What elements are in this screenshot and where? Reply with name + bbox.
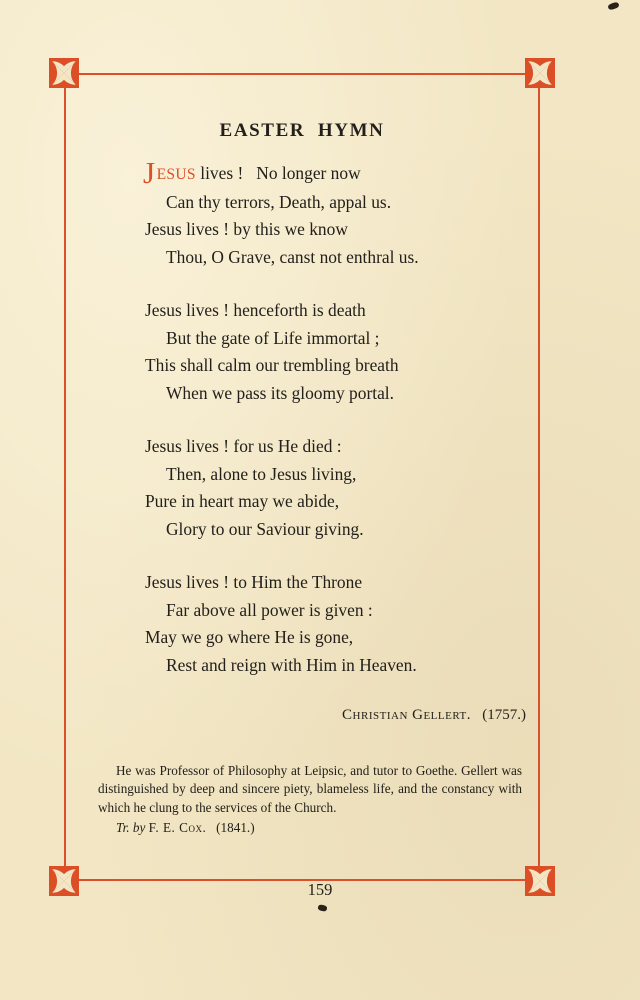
poem-line: Pure in heart may we abide, bbox=[145, 491, 340, 511]
poem-line: Then, alone to Jesus living, bbox=[166, 463, 357, 484]
hymn-content bbox=[64, 73, 540, 881]
footnote-translator bbox=[98, 819, 522, 837]
translator-prefix: Tr. by bbox=[116, 820, 146, 836]
stanza bbox=[64, 433, 540, 543]
scan-artifact-speck-bottom bbox=[317, 904, 327, 912]
poem-line: May we go where He is gone, bbox=[145, 627, 354, 647]
stanza bbox=[64, 155, 540, 271]
poem-line: Jesus lives ! by this we know bbox=[145, 219, 348, 239]
stanza bbox=[64, 297, 540, 407]
poem-line: Jesus lives ! henceforth is death bbox=[145, 300, 366, 320]
poem-line bbox=[143, 155, 540, 190]
page-title: EASTER HYMN bbox=[219, 120, 385, 141]
poem-line: Glory to our Saviour giving. bbox=[166, 518, 364, 539]
attribution-author: Christian Gellert. bbox=[342, 707, 471, 723]
attribution-year: (1757.) bbox=[482, 707, 526, 723]
poem-line: Jesus lives ! to Him the Throne bbox=[145, 572, 363, 592]
hymn-attribution bbox=[64, 707, 540, 724]
poem-line: Can thy terrors, Death, appal us. bbox=[166, 191, 392, 212]
poem-line: Thou, O Grave, canst not enthral us. bbox=[166, 246, 419, 267]
poem-line: When we pass its gloomy portal. bbox=[166, 382, 394, 403]
scan-artifact-speck-top bbox=[607, 1, 619, 10]
poem-line: But the gate of Life immortal ; bbox=[166, 327, 380, 348]
poem-line: Jesus lives ! for us He died : bbox=[145, 436, 342, 456]
footnote bbox=[64, 762, 540, 838]
hymn-stanzas bbox=[64, 155, 540, 679]
drop-cap-word-rest: ESUS bbox=[156, 166, 196, 183]
poem-line: Far above all power is given : bbox=[166, 599, 373, 620]
stanza bbox=[64, 569, 540, 679]
drop-cap-letter: J bbox=[143, 155, 155, 190]
translator-year: (1841.) bbox=[216, 820, 255, 836]
poem-line: This shall calm our trembling breath bbox=[145, 355, 399, 375]
page-number: 159 bbox=[307, 880, 333, 899]
attribution-spacer bbox=[471, 707, 482, 723]
translator-spacer-2 bbox=[206, 820, 216, 835]
poem-line: Rest and reign with Him in Heaven. bbox=[166, 654, 417, 675]
footnote-body: He was Professor of Philosophy at Leipsic, and tutor to Goethe. Gellert was distinguished by deep and sincere piety, blameless life, and the constancy with which he clung to the services of the Church. bbox=[98, 763, 522, 815]
translator-name: F. E. Cox. bbox=[148, 820, 207, 836]
poem-line-text: lives ! No longer now bbox=[195, 163, 361, 183]
